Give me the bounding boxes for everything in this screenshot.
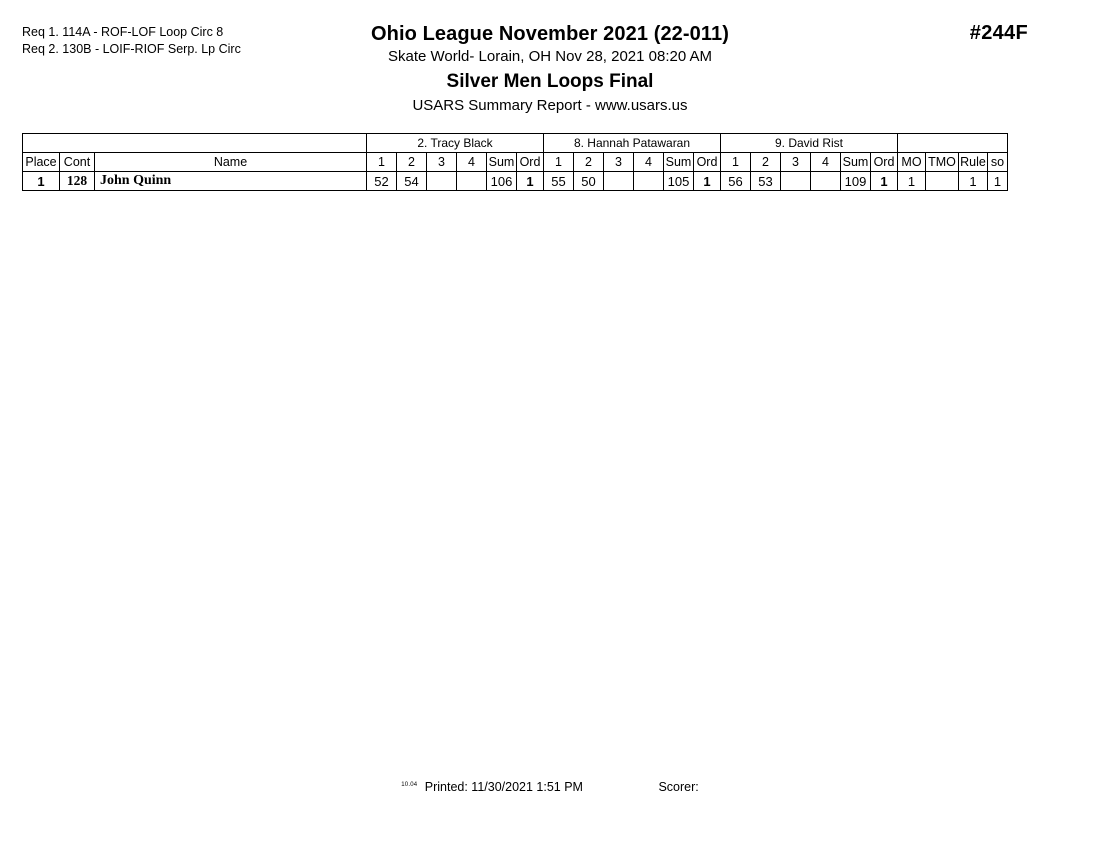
header-j3-e1: 1: [721, 153, 751, 172]
header-j3-e4: 4: [811, 153, 841, 172]
cell-j3-sum: 109: [841, 172, 871, 191]
cell-j2-e3: [604, 172, 634, 191]
cell-j3-e4: [811, 172, 841, 191]
column-header-row: [23, 153, 1008, 172]
cell-j2-e4: [634, 172, 664, 191]
report-subtitle: USARS Summary Report - www.usars.us: [412, 97, 688, 114]
header-name: Name: [95, 153, 367, 172]
header-j3-e2: 2: [751, 153, 781, 172]
cell-j1-e3: [427, 172, 457, 191]
header-j2-ord: Ord: [694, 153, 721, 172]
header-j2-e4: 4: [634, 153, 664, 172]
cell-place: 1: [23, 172, 60, 191]
judge-name-3: 9. David Rist: [721, 134, 898, 153]
cell-j3-ord: 1: [871, 172, 898, 191]
cell-mo: 1: [898, 172, 926, 191]
header-j2-e3: 3: [604, 153, 634, 172]
score-table: [22, 133, 1008, 191]
header-j1-e3: 3: [427, 153, 457, 172]
title-block: [0, 22, 1100, 117]
cell-rule: 1: [959, 172, 988, 191]
header-cont: Cont: [60, 153, 95, 172]
header-j2-e1: 1: [544, 153, 574, 172]
header-rule: Rule: [959, 153, 988, 172]
header-j2-e2: 2: [574, 153, 604, 172]
header-j3-ord: Ord: [871, 153, 898, 172]
footer-scorer-label: Scorer:: [658, 780, 699, 794]
header-j1-e4: 4: [457, 153, 487, 172]
event-title: Silver Men Loops Final: [446, 71, 654, 92]
header-j1-e1: 1: [367, 153, 397, 172]
venue-datetime: Skate World- Lorain, OH Nov 28, 2021 08:20 AM: [387, 48, 713, 65]
cell-so: 1: [988, 172, 1008, 191]
score-table-container: [22, 133, 1008, 191]
cell-name: John Quinn: [95, 172, 367, 191]
judge-name-1: 2. Tracy Black: [367, 134, 544, 153]
page-title: Ohio League November 2021 (22-011): [371, 23, 729, 45]
header-j1-sum: Sum: [487, 153, 517, 172]
cell-cont: 128: [60, 172, 95, 191]
cell-j1-e2: 54: [397, 172, 427, 191]
header-so: so: [988, 153, 1008, 172]
cell-j2-ord: 1: [694, 172, 721, 191]
judge-band-spacer: [23, 134, 367, 153]
cell-j1-e1: 52: [367, 172, 397, 191]
header-place: Place: [23, 153, 60, 172]
header-j1-e2: 2: [397, 153, 427, 172]
cell-j3-e3: [781, 172, 811, 191]
cell-j3-e2: 53: [751, 172, 781, 191]
document-number: #244F: [969, 22, 1028, 44]
cell-j1-sum: 106: [487, 172, 517, 191]
header-tmo: TMO: [926, 153, 959, 172]
footer: [0, 780, 1100, 794]
cell-j2-sum: 105: [664, 172, 694, 191]
cell-j2-e2: 50: [574, 172, 604, 191]
header-j2-sum: Sum: [664, 153, 694, 172]
cell-j1-ord: 1: [517, 172, 544, 191]
cell-j1-e4: [457, 172, 487, 191]
header-mo: MO: [898, 153, 926, 172]
cell-j2-e1: 55: [544, 172, 574, 191]
requirement-line-2: Req 2. 130B - LOIF-RIOF Serp. Lp Circ: [22, 42, 241, 56]
header-j3-e3: 3: [781, 153, 811, 172]
requirement-line-1: Req 1. 114A - ROF-LOF Loop Circ 8: [22, 25, 224, 39]
judge-name-2: 8. Hannah Patawaran: [544, 134, 721, 153]
cell-tmo: [926, 172, 959, 191]
footer-version-code: 10.04: [401, 781, 418, 788]
judge-band-spacer-right: [898, 134, 1008, 153]
footer-printed: Printed: 11/30/2021 1:51 PM: [424, 780, 583, 794]
cell-j3-e1: 56: [721, 172, 751, 191]
table-row: [23, 172, 1008, 191]
header-j3-sum: Sum: [841, 153, 871, 172]
judge-header-row: [23, 134, 1008, 153]
header-j1-ord: Ord: [517, 153, 544, 172]
